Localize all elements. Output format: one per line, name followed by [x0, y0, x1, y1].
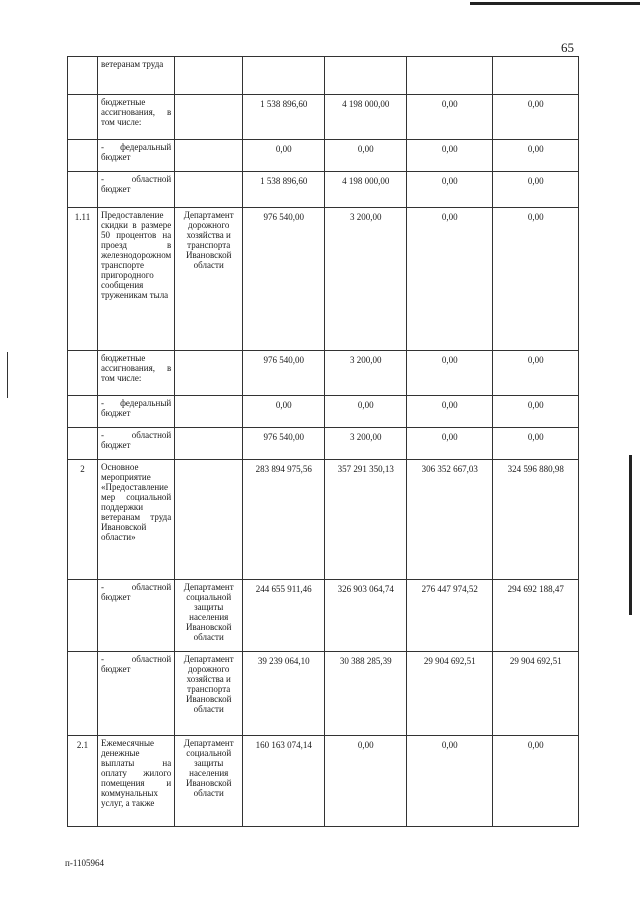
value-2014: 0,00: [243, 140, 325, 172]
row-executor: [175, 172, 243, 208]
value-2014: 976 540,00: [243, 428, 325, 460]
value-2014: 1 538 896,60: [243, 95, 325, 140]
value-2016: 0,00: [407, 736, 493, 827]
row-name: - областной бюджет: [98, 580, 175, 652]
value-2015: 0,00: [325, 140, 407, 172]
row-number: [68, 172, 98, 208]
row-name: бюджетные ассигнования, в том числе:: [98, 351, 175, 396]
scan-mark-right: [629, 455, 632, 615]
row-name: бюджетные ассигнования, в том числе:: [98, 95, 175, 140]
table-row: [68, 208, 579, 351]
value-2016: 0,00: [407, 351, 493, 396]
value-2017: 0,00: [493, 172, 579, 208]
value-2014: 244 655 911,46: [243, 580, 325, 652]
row-executor: Департамент дорожного хозяйства и транспорта Ивановской области: [175, 652, 243, 736]
table-row: [68, 396, 579, 428]
value-2015: 4 198 000,00: [325, 172, 407, 208]
row-executor: [175, 140, 243, 172]
row-executor: [175, 396, 243, 428]
row-number: 2: [68, 460, 98, 580]
value-2017: 324 596 880,98: [493, 460, 579, 580]
value-2014: 1 538 896,60: [243, 172, 325, 208]
table-row: [68, 652, 579, 736]
value-2015: 4 198 000,00: [325, 95, 407, 140]
row-executor: Департамент социальной защиты населения Ивановской области: [175, 580, 243, 652]
value-2016: 306 352 667,03: [407, 460, 493, 580]
row-number: [68, 57, 98, 95]
row-number: [68, 428, 98, 460]
value-2016: [407, 57, 493, 95]
row-executor: [175, 460, 243, 580]
row-name: - областной бюджет: [98, 172, 175, 208]
value-2015: 326 903 064,74: [325, 580, 407, 652]
row-executor: [175, 57, 243, 95]
row-name: Основное мероприятие «Предоставление мер социальной поддержки ветеранам труда Ивановской области»: [98, 460, 175, 580]
row-number: [68, 95, 98, 140]
row-number: [68, 351, 98, 396]
value-2014: 0,00: [243, 396, 325, 428]
row-number: [68, 396, 98, 428]
table-row: [68, 428, 579, 460]
value-2016: 0,00: [407, 95, 493, 140]
budget-table: [67, 56, 579, 827]
value-2016: 0,00: [407, 428, 493, 460]
value-2017: [493, 57, 579, 95]
value-2015: 0,00: [325, 396, 407, 428]
value-2016: 0,00: [407, 172, 493, 208]
table-row: [68, 140, 579, 172]
value-2014: [243, 57, 325, 95]
row-executor: Департамент социальной защиты населения Ивановской области: [175, 736, 243, 827]
value-2017: 0,00: [493, 351, 579, 396]
value-2017: 294 692 188,47: [493, 580, 579, 652]
value-2016: 29 904 692,51: [407, 652, 493, 736]
value-2017: 0,00: [493, 95, 579, 140]
table-row: [68, 580, 579, 652]
value-2017: 0,00: [493, 140, 579, 172]
value-2014: 160 163 074,14: [243, 736, 325, 827]
table-row: [68, 736, 579, 827]
row-number: 2.1: [68, 736, 98, 827]
value-2014: 976 540,00: [243, 208, 325, 351]
row-number: [68, 580, 98, 652]
value-2017: 0,00: [493, 396, 579, 428]
value-2015: 0,00: [325, 736, 407, 827]
row-number: 1.11: [68, 208, 98, 351]
row-name: ветеранам труда: [98, 57, 175, 95]
row-executor: [175, 351, 243, 396]
value-2014: 976 540,00: [243, 351, 325, 396]
row-name: - областной бюджет: [98, 652, 175, 736]
value-2015: 30 388 285,39: [325, 652, 407, 736]
row-number: [68, 652, 98, 736]
table-row: [68, 460, 579, 580]
value-2016: 0,00: [407, 208, 493, 351]
row-name: - федеральный бюджет: [98, 140, 175, 172]
value-2015: 3 200,00: [325, 428, 407, 460]
value-2015: 357 291 350,13: [325, 460, 407, 580]
value-2015: 3 200,00: [325, 208, 407, 351]
value-2014: 283 894 975,56: [243, 460, 325, 580]
row-name: - областной бюджет: [98, 428, 175, 460]
value-2017: 29 904 692,51: [493, 652, 579, 736]
value-2015: 3 200,00: [325, 351, 407, 396]
row-number: [68, 140, 98, 172]
table-row: [68, 351, 579, 396]
row-executor: [175, 95, 243, 140]
document-code: п-1105964: [65, 858, 104, 868]
value-2017: 0,00: [493, 736, 579, 827]
page-number: 65: [561, 40, 574, 55]
value-2014: 39 239 064,10: [243, 652, 325, 736]
value-2016: 0,00: [407, 140, 493, 172]
table-row: [68, 172, 579, 208]
scan-mark-left: [7, 352, 8, 398]
row-name: - федеральный бюджет: [98, 396, 175, 428]
table-row: [68, 57, 579, 95]
value-2016: 0,00: [407, 396, 493, 428]
row-name: Предоставление скидки в размере 50 процентов на проезд в железнодорожном транспорте пригородного сообщения труженикам тыла: [98, 208, 175, 351]
row-executor: [175, 428, 243, 460]
value-2016: 276 447 974,52: [407, 580, 493, 652]
value-2017: 0,00: [493, 428, 579, 460]
value-2017: 0,00: [493, 208, 579, 351]
row-name: Ежемесячные денежные выплаты на оплату жилого помещения и коммунальных услуг, а также: [98, 736, 175, 827]
scan-edge-bar: [470, 2, 640, 5]
table-row: [68, 95, 579, 140]
row-executor: Департамент дорожного хозяйства и транспорта Ивановской области: [175, 208, 243, 351]
value-2015: [325, 57, 407, 95]
